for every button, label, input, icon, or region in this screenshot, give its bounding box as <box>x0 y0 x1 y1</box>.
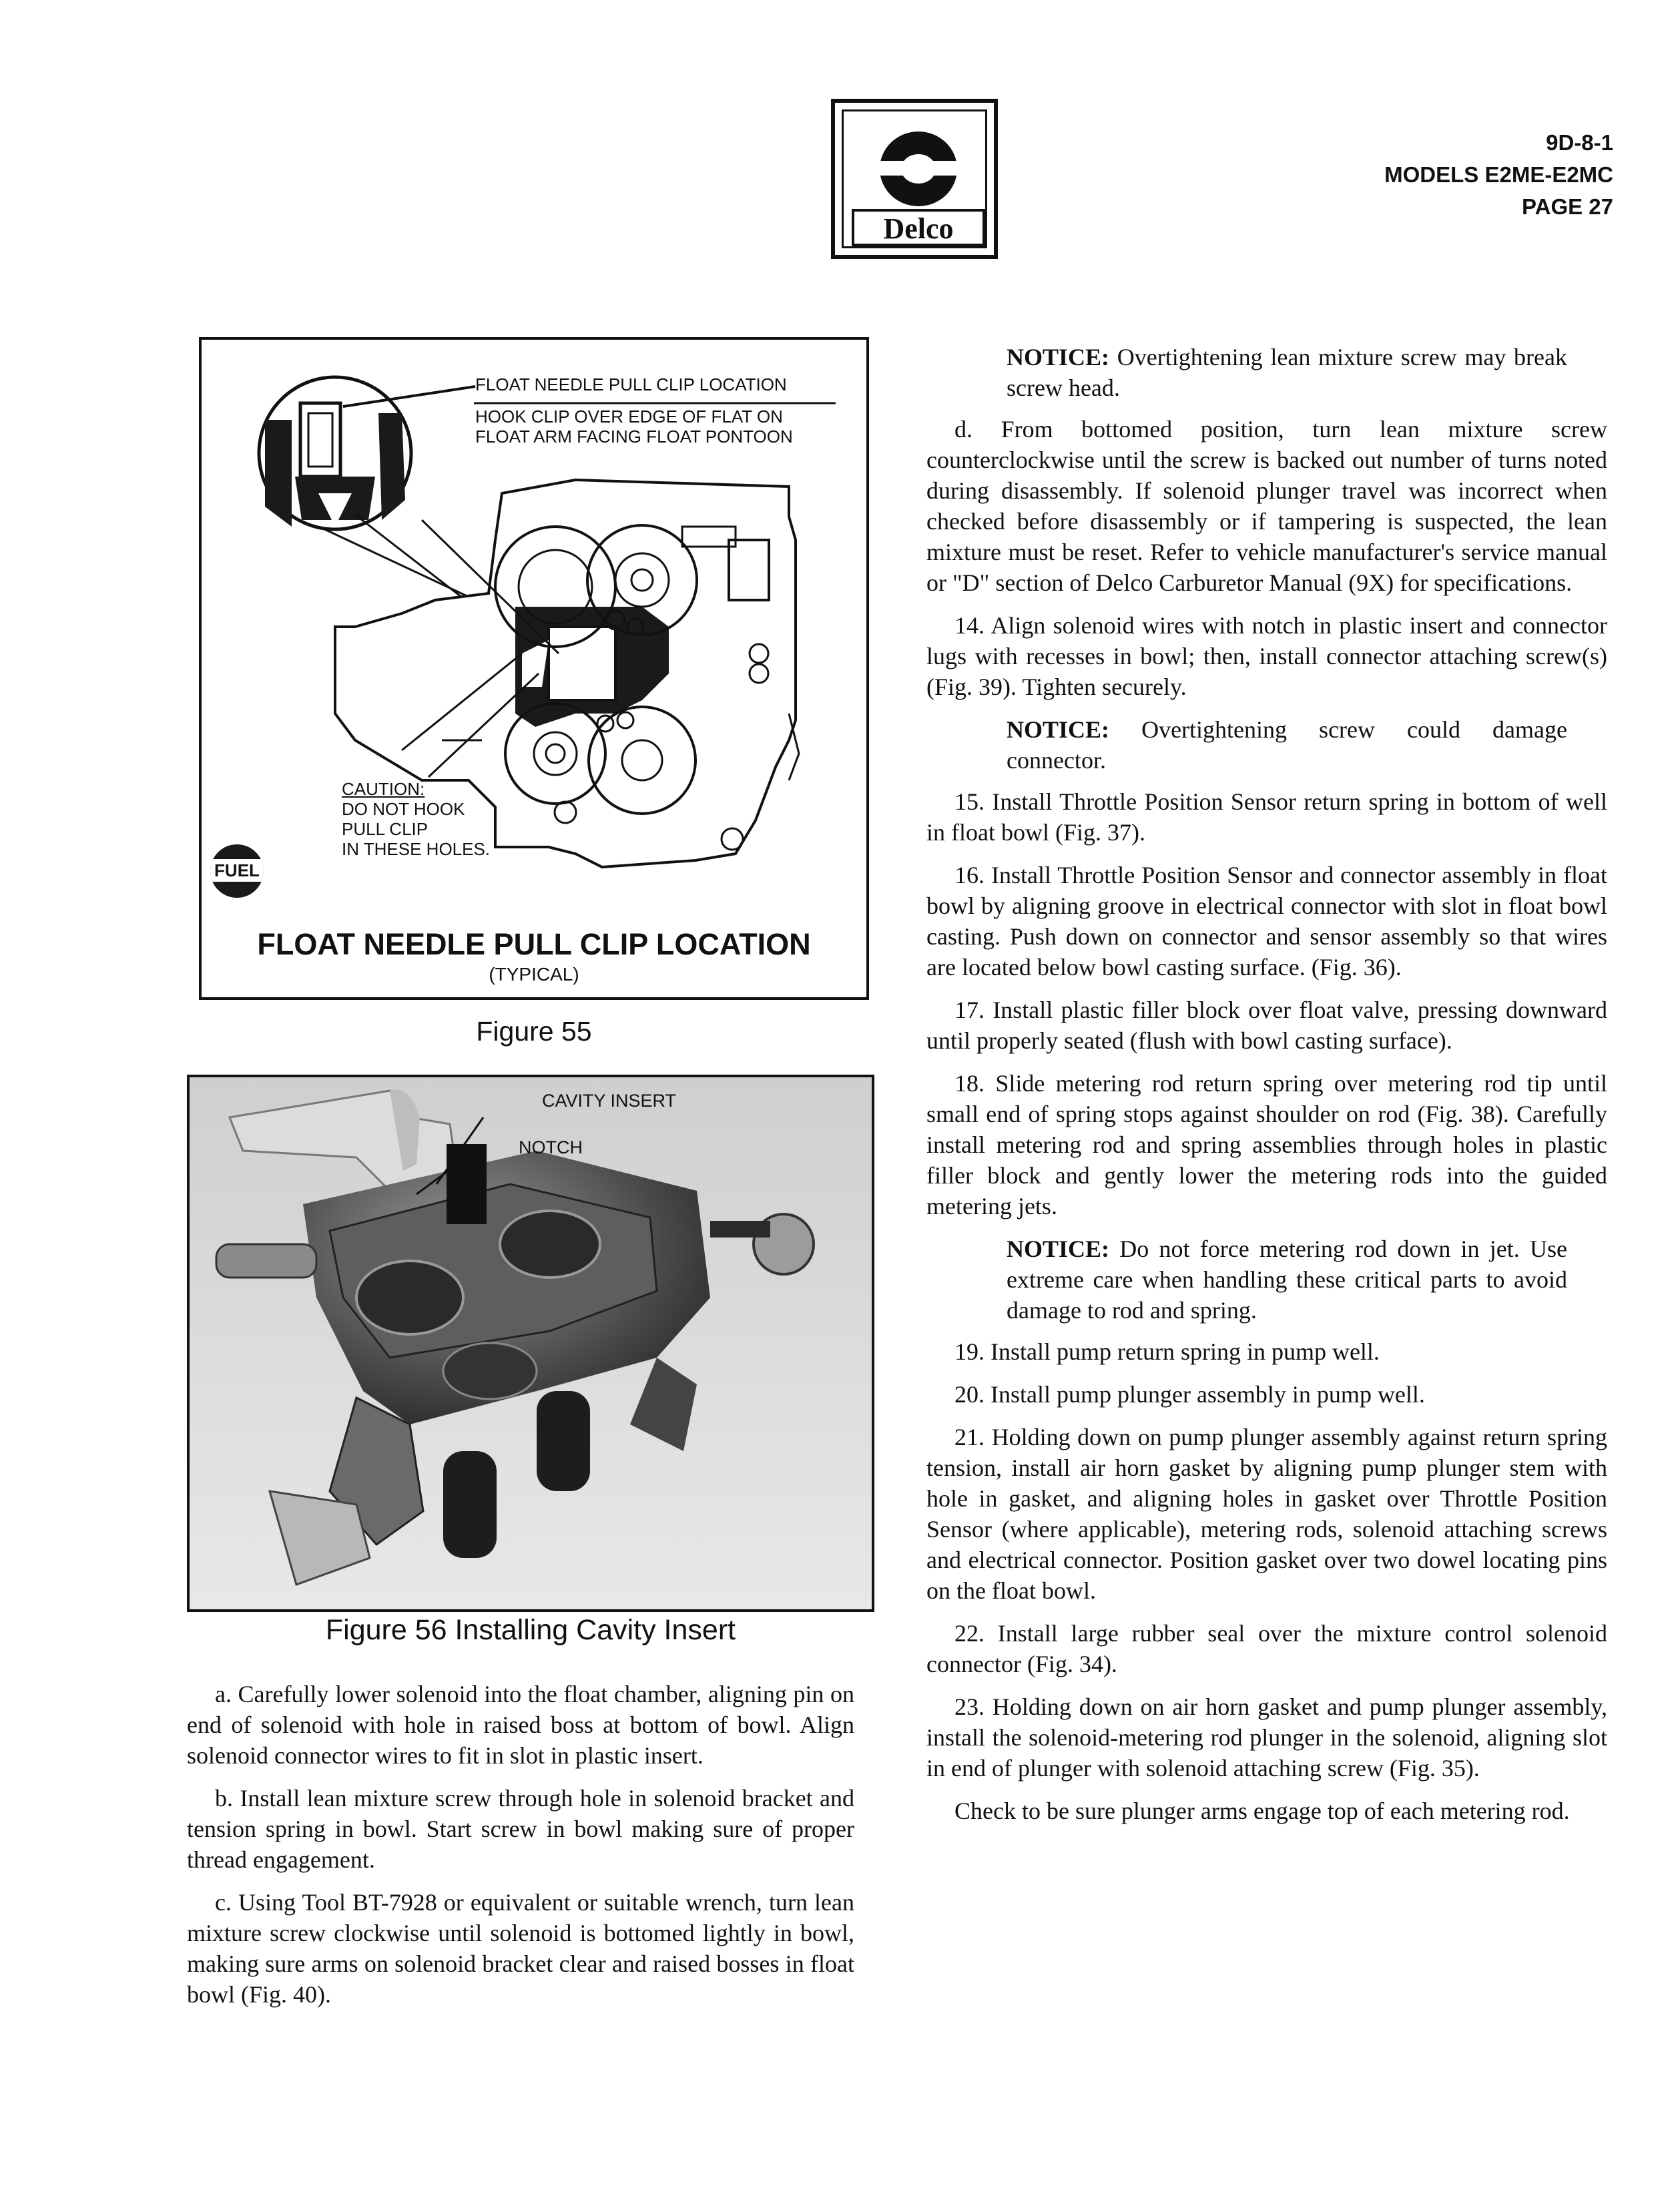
delco-logo <box>831 99 998 259</box>
label-hook-clip-1: HOOK CLIP OVER EDGE OF FLAT ON <box>475 406 783 427</box>
left-text-column <box>187 1679 854 2022</box>
notice-2-text: Overtightening screw could damage connector. <box>1007 716 1567 774</box>
step-d: d. From bottomed position, turn lean mixture screw counterclockwise until the screw is backed out number of turns noted during disassembly. If solenoid plunger travel was incorrect when checked before disassembly or if tampering is suspected, the lean mixture must be reset. Refer to vehicle manufacturer's service manual or "D" section of Delco Carburetor Manual (9X) for specifications. <box>926 416 1607 596</box>
step-16: 16. Install Throttle Position Sensor and connector assembly in float bowl by aligning groove in electrical connector with slot in float bowl casting. Push down on connector and sensor assembly so that wires are located below bowl casting surface. (Fig. 36). <box>926 862 1607 981</box>
page-header <box>1384 127 1613 223</box>
step-23: 23. Holding down on air horn gasket and pump plunger assembly, install the solenoid-metering rod plunger in the solenoid, aligning slot in end of plunger with solenoid attaching screw (Fig. 35). <box>926 1693 1607 1782</box>
step-21: 21. Holding down on pump plunger assembly against return spring tension, install air horn gasket by aligning pump plunger stem with hole in gasket, and aligning holes in gasket over Throttle Position Sensor (where applicable), metering rods, solenoid attaching screws and electrical connector. Position gasket over two dowel locating pins on the float bowl. <box>926 1424 1607 1604</box>
label-float-needle-pull-clip: FLOAT NEEDLE PULL CLIP LOCATION <box>475 374 787 394</box>
page-number: PAGE 27 <box>1522 194 1613 219</box>
step-20: 20. Install pump plunger assembly in pump well. <box>954 1381 1425 1408</box>
notice-2-label: NOTICE: <box>1007 716 1110 743</box>
label-hook-clip-2: FLOAT ARM FACING FLOAT PONTOON <box>475 427 793 447</box>
figure-55-subtitle: (TYPICAL) <box>489 964 579 985</box>
notice-3-text: Do not force metering rod down in jet. Use extreme care when handling these critical parts to avoid damage to rod and spring. <box>1007 1236 1567 1324</box>
notice-3-label: NOTICE: <box>1007 1236 1110 1262</box>
logo-text: Delco <box>883 212 954 245</box>
step-18: 18. Slide metering rod return spring over metering rod tip until small end of spring stops against shoulder on rod (Fig. 38). Carefully install metering rod and spring assemblies through holes in plastic filler block and gently lower the metering rods into the guided metering jets. <box>926 1070 1607 1219</box>
step-19: 19. Install pump return spring in pump well. <box>954 1338 1380 1365</box>
doc-code: 9D-8-1 <box>1546 130 1613 155</box>
caution-heading: CAUTION: <box>342 779 425 799</box>
caution-line-3: PULL CLIP <box>342 819 429 839</box>
step-b: b. Install lean mixture screw through hole in solenoid bracket and tension spring in bowl. Start screw in bowl making sure of proper thread engagement. <box>187 1785 854 1873</box>
figure-56-photo <box>187 1075 874 1612</box>
models-label: MODELS E2ME-E2MC <box>1384 162 1613 187</box>
fuel-badge-text: FUEL <box>210 859 264 882</box>
label-notch: NOTCH <box>519 1137 583 1157</box>
caution-line-2: DO NOT HOOK <box>342 799 465 819</box>
step-c: c. Using Tool BT-7928 or equivalent or suitable wrench, turn lean mixture screw clockwise until solenoid is bottomed lightly in bowl, making sure arms on solenoid bracket clear and raised bosses in float bowl (Fig. 40). <box>187 1889 854 2008</box>
notice-3 <box>1007 1234 1567 1326</box>
check-note: Check to be sure plunger arms engage top of each metering rod. <box>954 1798 1570 1824</box>
step-a: a. Carefully lower solenoid into the float chamber, aligning pin on end of solenoid with hole in raised boss at bottom of bowl. Align solenoid connector wires to fit in slot in plastic insert. <box>187 1681 854 1769</box>
notice-2 <box>1007 714 1567 776</box>
notice-1 <box>1007 342 1567 403</box>
step-22: 22. Install large rubber seal over the mixture control solenoid connector (Fig. 34). <box>926 1620 1607 1677</box>
notice-1-label: NOTICE: <box>1007 344 1110 370</box>
notice-1-text: Overtightening lean mixture screw may break screw head. <box>1007 344 1567 401</box>
figure-56-caption: Figure 56 Installing Cavity Insert <box>325 1614 736 1646</box>
label-cavity-insert: CAVITY INSERT <box>542 1091 677 1111</box>
step-15: 15. Install Throttle Position Sensor return spring in bottom of well in float bowl (Fig. 37). <box>926 788 1607 846</box>
figure-55-caption: Figure 55 <box>476 1016 592 1047</box>
figure-55 <box>199 337 869 1000</box>
right-text-column <box>926 342 1607 1838</box>
figure-55-title: FLOAT NEEDLE PULL CLIP LOCATION <box>257 927 811 961</box>
caution-line-4: IN THESE HOLES. <box>342 839 491 859</box>
fuel-badge-icon <box>210 844 264 898</box>
step-14: 14. Align solenoid wires with notch in plastic insert and connector lugs with recesses in bowl; then, install connector attaching screw(s) (Fig. 39). Tighten securely. <box>926 612 1607 700</box>
step-17: 17. Install plastic filler block over float valve, pressing downward until properly seated (flush with bowl casting surface). <box>926 997 1607 1054</box>
